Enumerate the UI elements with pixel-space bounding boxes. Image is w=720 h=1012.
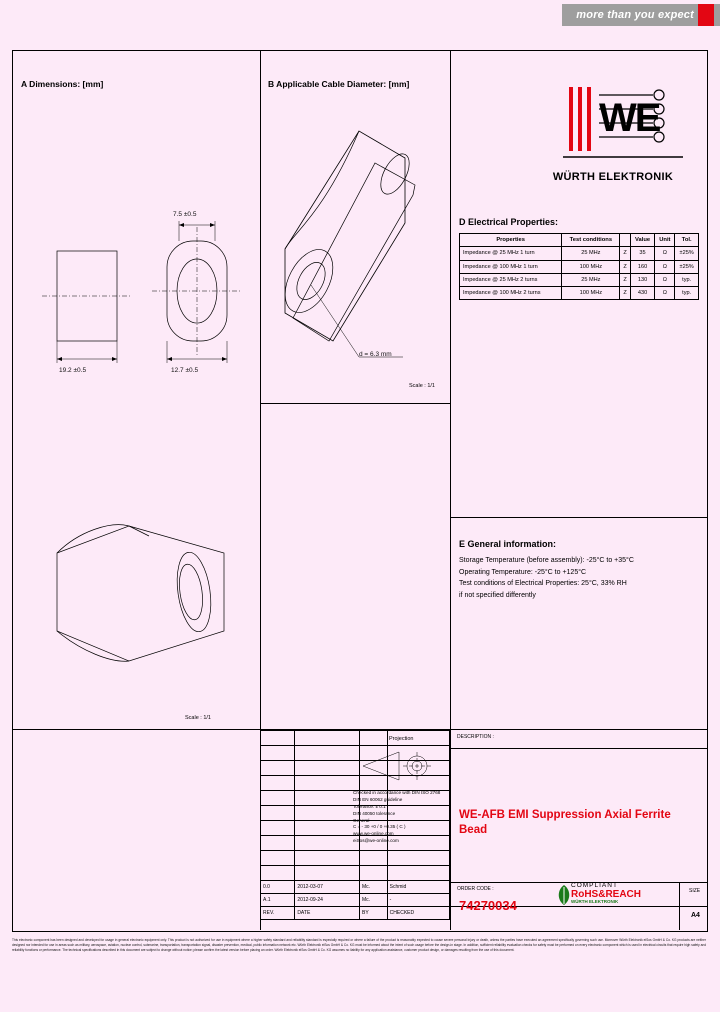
note-line: eiSos@we-online.com — [353, 838, 399, 844]
cell-property: Impedance @ 25 MHz 1 turn — [460, 247, 562, 260]
titleblock-right — [451, 730, 707, 930]
divider-horizontal-b — [260, 403, 450, 404]
cell-value: 130 — [630, 273, 655, 286]
order-code-label: ORDER CODE : — [457, 886, 494, 892]
rev-number: A.1 — [261, 894, 295, 907]
table-header-row — [460, 234, 699, 247]
cell-condition: 100 MHz — [562, 260, 620, 273]
svg-text:WE: WE — [599, 96, 660, 140]
description-label: DESCRIPTION : — [457, 734, 494, 740]
rohs-compliant-label: COMPLIANT — [571, 882, 618, 889]
cell-condition: 100 MHz — [562, 286, 620, 299]
divider-vertical-a-b — [260, 51, 261, 729]
col-symbol — [620, 234, 630, 247]
cell-tol: ±25% — [675, 247, 699, 260]
scale-label-b: Scale : 1/1 — [409, 383, 435, 389]
cell-condition: 25 MHz — [562, 273, 620, 286]
col-tol: Tol. — [675, 234, 699, 247]
top-banner — [0, 0, 720, 30]
section-a-title: A Dimensions: [mm] — [21, 79, 104, 89]
col-properties: Properties — [460, 234, 562, 247]
leaf-icon — [555, 884, 573, 906]
cell-symbol: Z — [620, 260, 630, 273]
wurth-logo — [533, 73, 693, 183]
cell-tol: ±25% — [675, 260, 699, 273]
note-line: Checked in accordance with DIN ISO 2768 — [353, 790, 441, 795]
cell-value: 35 — [630, 247, 655, 260]
note-line: www.we-online.com — [353, 831, 394, 837]
logo-company-name: WÜRTH ELEKTRONIK — [552, 171, 674, 183]
cell-unit: Ω — [655, 260, 675, 273]
dim-cable-max: d = 6.3 mm — [359, 351, 392, 358]
rev-by: Mc. — [360, 881, 388, 894]
rev-number: 0.0 — [261, 881, 295, 894]
rohs-brand: RoHS&REACH — [571, 889, 641, 901]
section-b-title: B Applicable Cable Diameter: [mm] — [268, 79, 410, 89]
table-row — [460, 247, 699, 260]
banner-accent — [698, 4, 714, 26]
titleblock-notes — [353, 790, 449, 845]
general-info-line: if not specified differently — [459, 591, 536, 599]
size-value: A4 — [691, 912, 700, 919]
legal-footer: This electronic component has been designed and developed for usage in general electronic equipment only. This product is not authorized for use in equipment where a higher safety standard and reliability standard is especially required or where a failure of the product is reasonably expected to cause severe personal injury or death, unless the parties have executed an agreement specifically governing such use. Moreover Würth Elektronik eiSos GmbH & Co. KG products are neither designed nor intended for use in areas such as military, aerospace, aviation, nuclear control, submarine, transportation, transportation signal, disaster prevention, medical, public information network etc. Würth Elektronik eiSos GmbH & Co. KG must be informed about the intent of such usage before the design-in stage. In addition, sufficient reliability evaluation checks for safety must be performed on every electronic component which is used in electrical circuits that require high safety and reliability functions or performance. The technical specifications described in this document are subject to change without notice; please confirm the latest version before placing an order. Würth Elektronik eiSos GmbH & Co. KG assumes no liability for any application assistance, customer product design, or damages resulting from the use of this document. — [12, 938, 706, 952]
cell-tol: typ. — [675, 273, 699, 286]
cell-tol: typ. — [675, 286, 699, 299]
dim-length: 19.2 ±0.5 — [59, 367, 87, 374]
dim-hole-width: 7.5 ±0.5 — [173, 211, 197, 218]
cell-property: Impedance @ 100 MHz 2 turns — [460, 286, 562, 299]
divider-horizontal-d-e — [451, 517, 707, 518]
scale-label-c: Scale : 1/1 — [185, 715, 211, 721]
revision-header-row — [261, 907, 450, 920]
projection-area — [351, 732, 449, 892]
general-info-line: Storage Temperature (before assembly): -25°C to +35°C — [459, 557, 634, 564]
general-info-line: Operating Temperature: -25°C to +125°C — [459, 568, 587, 576]
note-line: C = - 30 +0 / 0 +0.35 ( C ) — [353, 824, 406, 830]
cell-value: 430 — [630, 286, 655, 299]
divider-vertical-b-d — [450, 51, 451, 729]
rohs-compliant-badge — [571, 882, 681, 905]
rev-checked: - — [387, 894, 449, 907]
rohs-sub: WÜRTH ELEKTRONIK — [571, 899, 619, 905]
cell-value: 160 — [630, 260, 655, 273]
first-angle-projection-icon — [351, 746, 447, 786]
cell-symbol: Z — [620, 273, 630, 286]
date-label: DATE — [295, 907, 360, 920]
col-value: Value — [630, 234, 655, 247]
section-c-isometric-view — [19, 491, 249, 711]
cell-unit: Ω — [655, 273, 675, 286]
col-test-conditions: Test conditions — [562, 234, 620, 247]
dim-outer-diameter: 12.7 ±0.5 — [171, 367, 199, 374]
note-line: DIN EN 60062 guideline — [353, 796, 403, 802]
rev-checked: Schmid — [387, 881, 449, 894]
tb-line-desc — [451, 748, 707, 749]
rev-by: Mc. — [360, 894, 388, 907]
cell-unit: Ω — [655, 247, 675, 260]
cell-condition: 25 MHz — [562, 247, 620, 260]
projection-label: Projection — [389, 736, 414, 742]
section-b-cable-view — [263, 103, 449, 393]
table-row — [460, 286, 699, 299]
table-row — [460, 273, 699, 286]
general-information-text — [459, 555, 699, 601]
rev-label: REV. — [261, 907, 295, 920]
banner-tagline: more than you expect — [562, 4, 720, 26]
cell-property: Impedance @ 25 MHz 2 turns — [460, 273, 562, 286]
drawing-frame — [12, 50, 708, 932]
note-line: DIN 40050 tolerance — [353, 810, 396, 816]
revision-row — [261, 894, 450, 907]
section-a-front-views — [17, 191, 257, 531]
cell-symbol: Z — [620, 286, 630, 299]
cell-unit: Ω — [655, 286, 675, 299]
size-label: SIZE — [689, 888, 701, 894]
electrical-properties-table — [459, 233, 699, 300]
section-e-title: E General information: — [459, 539, 557, 549]
cell-symbol: Z — [620, 247, 630, 260]
rev-date: 2012-09-24 — [295, 894, 360, 907]
product-title: WE-AFB EMI Suppression Axial Ferrite Bead — [459, 809, 671, 836]
general-info-line: Test conditions of Electrical Properties: 25°C, 33% RH — [459, 580, 627, 588]
checked-label: CHECKED — [387, 907, 449, 920]
col-unit: Unit — [655, 234, 675, 247]
title-block — [13, 730, 707, 930]
rev-date: 2012-03-07 — [295, 881, 360, 894]
cell-property: Impedance @ 100 MHz 1 turn — [460, 260, 562, 273]
note-line: General — [353, 817, 370, 823]
table-row — [460, 260, 699, 273]
part-number: 74270034 — [459, 898, 517, 913]
note-line: Tolerance: ± 0.1 — [353, 803, 386, 809]
by-label: BY — [360, 907, 388, 920]
section-d-title: D Electrical Properties: — [459, 217, 559, 227]
